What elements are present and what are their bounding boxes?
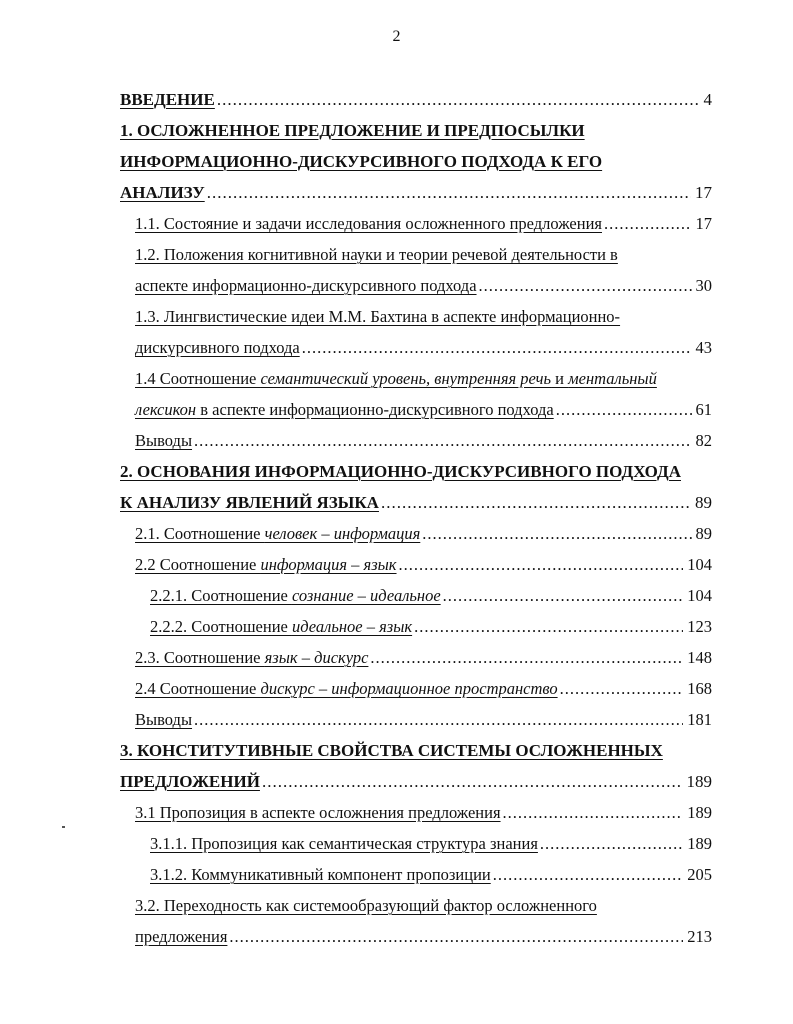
toc-entry-text[interactable]: [135, 673, 558, 704]
toc-entry-section-2-2-1[interactable]: [120, 580, 712, 611]
toc-entry-section-1-4-line-1[interactable]: [120, 363, 712, 394]
table-of-contents: [120, 84, 712, 952]
leader-dots: [217, 84, 700, 115]
leader-dots: [503, 797, 684, 828]
toc-entry-text[interactable]: [135, 363, 657, 394]
leader-dots: [262, 766, 683, 797]
toc-entry-section-2-4[interactable]: [120, 673, 712, 704]
toc-entry-chapter-3-line-1[interactable]: [120, 735, 712, 766]
toc-page-number: 148: [687, 648, 712, 667]
toc-entry-section-1-3-line-2[interactable]: [120, 332, 712, 363]
toc-entry-text[interactable]: 3. КОНСТИТУТИВНЫЕ СВОЙСТВА СИСТЕМЫ ОСЛОЖНЕННЫХ: [120, 741, 663, 760]
toc-text-italic: информация – язык: [260, 555, 397, 574]
toc-entry-section-2-3[interactable]: [120, 642, 712, 673]
toc-text-part: 1.4 Соотношение: [135, 369, 261, 388]
toc-entry-text[interactable]: К АНАЛИЗУ ЯВЛЕНИЙ ЯЗЫКА: [120, 493, 379, 512]
toc-entry-text[interactable]: [135, 394, 554, 425]
toc-page-number: 213: [687, 927, 712, 946]
toc-entry-chapter-2-conclusions[interactable]: [120, 704, 712, 735]
toc-page-number: 61: [695, 400, 712, 419]
toc-entry-section-1-2-line-1[interactable]: [120, 239, 712, 270]
toc-entry-text[interactable]: [150, 611, 412, 642]
toc-text-italic: дискурс – информационное пространство: [260, 679, 558, 698]
leader-dots: [422, 518, 691, 549]
toc-entry-chapter-1-line-1[interactable]: [120, 115, 712, 146]
leader-dots: [207, 177, 691, 208]
leader-dots: [540, 828, 683, 859]
toc-page-number: 123: [687, 617, 712, 636]
toc-text-italic: сознание – идеальное: [291, 586, 441, 605]
toc-entry-text[interactable]: 1.3. Лингвистические идеи М.М. Бахтина в аспекте информационно-: [135, 307, 621, 326]
toc-entry-section-1-1[interactable]: [120, 208, 712, 239]
toc-entry-section-3-1-1[interactable]: [120, 828, 712, 859]
toc-page-number: 89: [695, 493, 712, 512]
leader-dots: [381, 487, 691, 518]
toc-entry-section-1-4-line-2[interactable]: [120, 394, 712, 425]
leader-dots: [479, 270, 692, 301]
toc-entry-chapter-2-line-2[interactable]: [120, 487, 712, 518]
toc-entry-section-3-1-2[interactable]: [120, 859, 712, 890]
toc-entry-text[interactable]: [135, 549, 397, 580]
toc-page-number: 205: [687, 865, 712, 884]
toc-page-number: 181: [687, 710, 712, 729]
leader-dots: [604, 208, 692, 239]
toc-page-number: 82: [695, 431, 712, 450]
leader-dots: [399, 549, 684, 580]
toc-page-number: 189: [687, 803, 712, 822]
toc-text-part: 2.2.1. Соотношение: [150, 586, 292, 605]
toc-entry-text[interactable]: ВВЕДЕНИЕ: [120, 90, 215, 109]
toc-entry-section-1-2-line-2[interactable]: [120, 270, 712, 301]
toc-entry-text[interactable]: 1.2. Положения когнитивной науки и теории речевой деятельности в: [135, 245, 618, 264]
toc-entry-section-3-2-line-1[interactable]: [120, 890, 712, 921]
toc-page-number: 168: [687, 679, 712, 698]
toc-entry-introduction[interactable]: [120, 84, 712, 115]
toc-entry-text[interactable]: ИНФОРМАЦИОННО-ДИСКУРСИВНОГО ПОДХОДА К ЕГО: [120, 152, 603, 171]
toc-text-part: 2.3. Соотношение: [135, 648, 265, 667]
toc-text-part: в аспекте информационно-дискурсивного подхода: [196, 400, 554, 419]
toc-text-part: 2.2 Соотношение: [135, 555, 261, 574]
toc-page-number: 89: [695, 524, 712, 543]
leader-dots: [370, 642, 683, 673]
toc-entry-text[interactable]: аспекте информационно-дискурсивного подхода: [135, 276, 477, 295]
leader-dots: [414, 611, 683, 642]
toc-entry-chapter-3-line-2[interactable]: [120, 766, 712, 797]
toc-entry-text[interactable]: [135, 518, 420, 549]
toc-text-italic: ментальный: [568, 369, 657, 388]
toc-page-number: 43: [695, 338, 712, 357]
toc-text-part: 2.2.2. Соотношение: [150, 617, 292, 636]
leader-dots: [229, 921, 683, 952]
toc-entry-text[interactable]: АНАЛИЗУ: [120, 183, 205, 202]
toc-entry-text[interactable]: дискурсивного подхода: [135, 338, 300, 357]
toc-text-italic: семантический уровень, внутренняя речь: [260, 369, 552, 388]
toc-entry-text[interactable]: Выводы: [135, 710, 193, 729]
toc-entry-section-2-1[interactable]: [120, 518, 712, 549]
toc-entry-text[interactable]: 3.1 Пропозиция в аспекте осложнения предложения: [135, 803, 501, 822]
page-number: 2: [392, 28, 401, 45]
toc-entry-chapter-1-line-3[interactable]: [120, 177, 712, 208]
toc-page-number: 4: [703, 90, 712, 109]
toc-entry-text[interactable]: Выводы: [135, 431, 193, 450]
toc-entry-chapter-1-conclusions[interactable]: [120, 425, 712, 456]
toc-entry-text[interactable]: [150, 580, 441, 611]
leader-dots: [493, 859, 684, 890]
toc-text-part: 2.4 Соотношение: [135, 679, 261, 698]
toc-text-italic: идеальное – язык: [291, 617, 413, 636]
toc-entry-chapter-1-line-2[interactable]: [120, 146, 712, 177]
toc-entry-text[interactable]: 2. ОСНОВАНИЯ ИНФОРМАЦИОННО-ДИСКУРСИВНОГО ПОДХОДА: [120, 462, 681, 481]
toc-text-italic: язык – дискурс: [264, 648, 369, 667]
leader-dots: [194, 704, 683, 735]
toc-entry-text[interactable]: 3.1.2. Коммуникативный компонент пропозиции: [150, 865, 491, 884]
toc-entry-text[interactable]: 1.1. Состояние и задачи исследования осложненного предложения: [135, 214, 602, 233]
toc-entry-text[interactable]: ПРЕДЛОЖЕНИЙ: [120, 772, 260, 791]
leader-dots: [556, 394, 692, 425]
toc-text-italic: человек – информация: [264, 524, 421, 543]
toc-entry-text[interactable]: 3.2. Переходность как системообразующий фактор осложненного: [135, 896, 597, 915]
toc-entry-section-3-2-line-2[interactable]: [120, 921, 712, 952]
toc-entry-section-3-1[interactable]: [120, 797, 712, 828]
leader-dots: [560, 673, 684, 704]
leader-dots: [194, 425, 691, 456]
toc-page-number: 30: [695, 276, 712, 295]
toc-entry-section-2-2-2[interactable]: [120, 611, 712, 642]
scan-speck: [62, 826, 65, 828]
toc-entry-chapter-2-line-1[interactable]: [120, 456, 712, 487]
toc-page-number: 189: [687, 834, 712, 853]
toc-entry-text[interactable]: предложения: [135, 927, 228, 946]
toc-text-italic: лексикон: [135, 400, 197, 419]
toc-entry-text[interactable]: [135, 642, 368, 673]
toc-page-number: 17: [695, 183, 712, 202]
leader-dots: [302, 332, 692, 363]
toc-page-number: 17: [695, 214, 712, 233]
toc-entry-section-1-3-line-1[interactable]: [120, 301, 712, 332]
toc-page-number: 104: [687, 586, 712, 605]
toc-entry-section-2-2[interactable]: [120, 549, 712, 580]
toc-text-part: 2.1. Соотношение: [135, 524, 265, 543]
toc-page-number: 104: [687, 555, 712, 574]
leader-dots: [443, 580, 684, 611]
toc-entry-text[interactable]: 3.1.1. Пропозиция как семантическая структура знания: [150, 834, 538, 853]
toc-page-number: 189: [686, 772, 712, 791]
toc-entry-text[interactable]: 1. ОСЛОЖНЕННОЕ ПРЕДЛОЖЕНИЕ И ПРЕДПОСЫЛКИ: [120, 121, 585, 140]
toc-text-part: и: [551, 369, 569, 388]
